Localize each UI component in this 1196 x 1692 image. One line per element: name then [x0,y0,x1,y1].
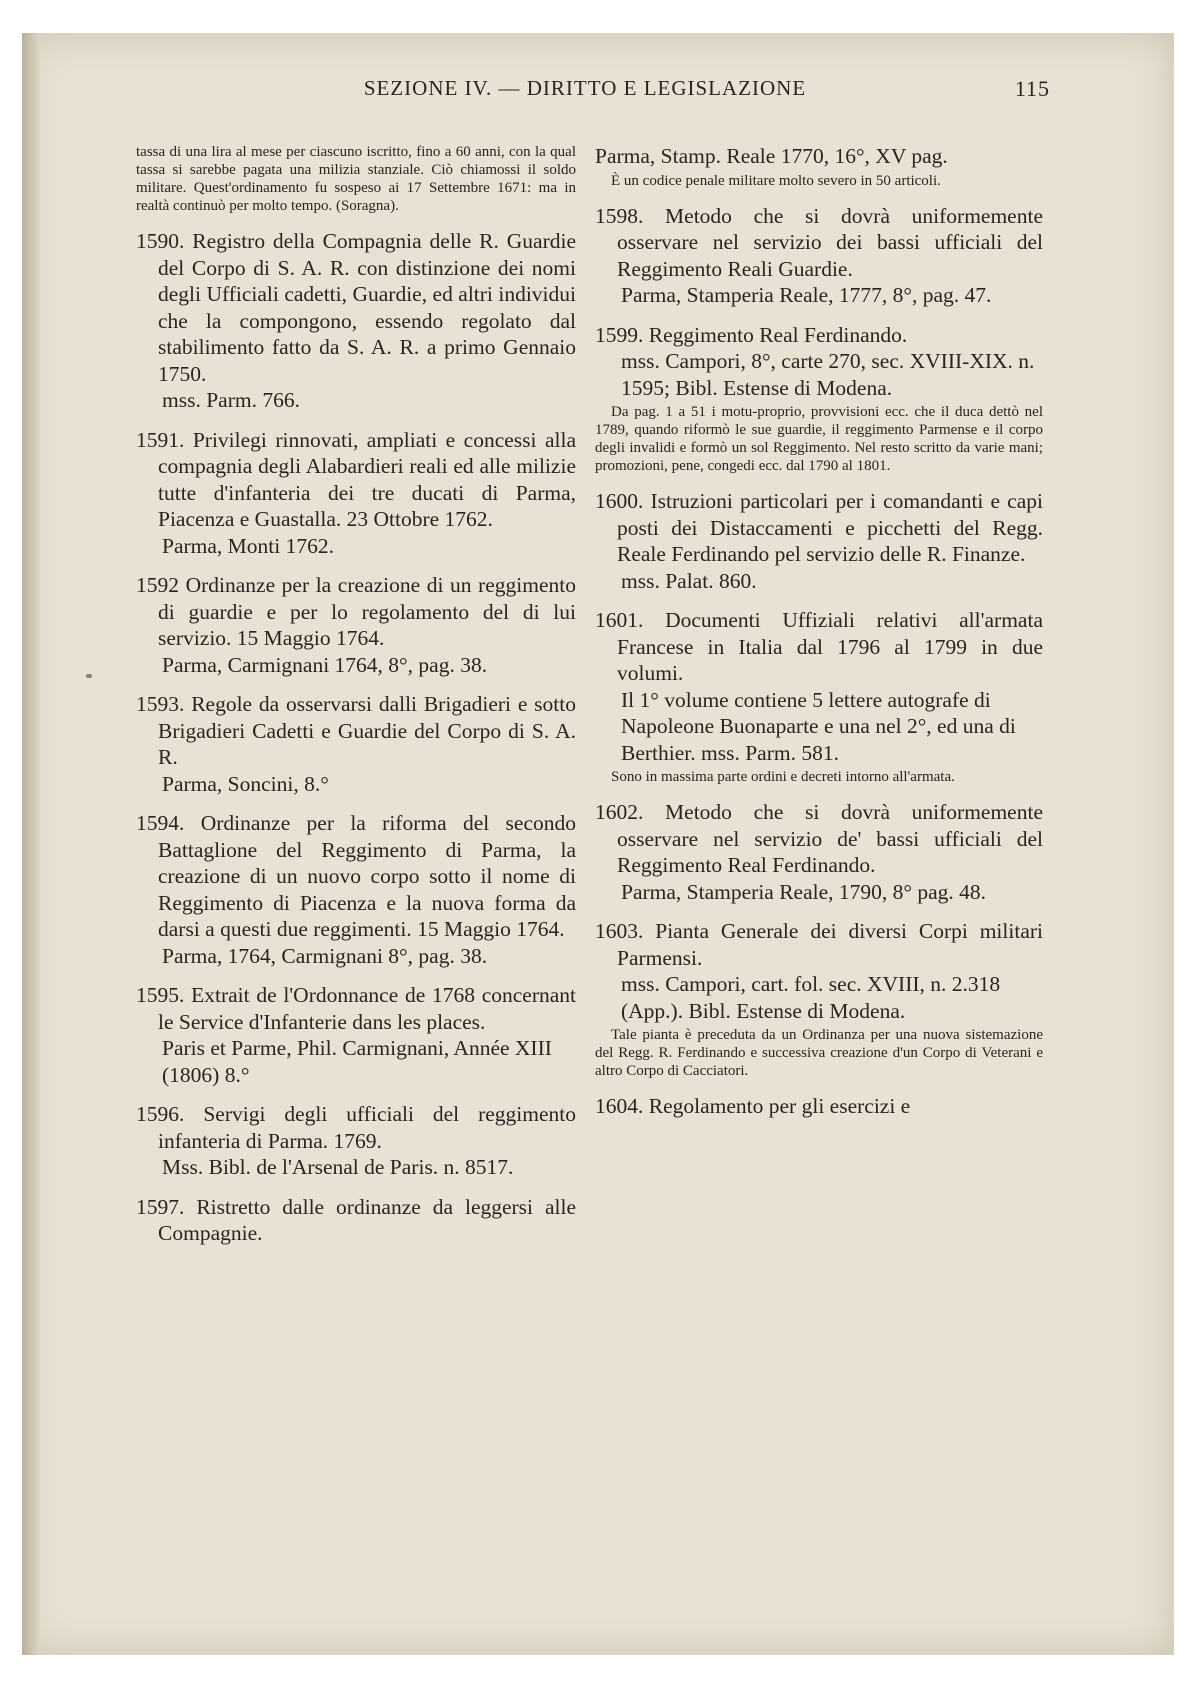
entry-title: 1595. Extrait de l'Ordonnance de 1768 concernant le Service d'Infanterie dans les places. [136,983,576,1034]
entry-title: 1596. Servigi degli ufficiali del reggimento infanteria di Parma. 1769. [136,1102,576,1153]
entry-note: Sono in massima parte ordini e decreti intorno all'armata. [611,769,955,785]
entry-1597 [136,1194,576,1247]
entry-publication: Parma, Carmignani 1764, 8°, pag. 38. [162,652,488,677]
entry-1594 [136,810,576,969]
entry-publication: Parma, Soncini, 8.° [162,771,329,796]
entry-1596 [136,1101,576,1181]
right-column [595,143,1043,1133]
entry-title: 1603. Pianta Generale dei diversi Corpi militari Parmensi. [595,919,1043,970]
entry-title: 1594. Ordinanze per la riforma del secondo Battaglione del Reggimento di Parma, la creazione di un nuovo corpo sotto il nome di Reggimento di Piacenza e la nuova forma da darsi a questi due reggimenti. 15 Maggio 1764. [136,811,576,941]
running-head [120,76,1050,106]
entry-1593 [136,691,576,797]
page-number: 115 [1014,76,1050,101]
entry-1591 [136,427,576,560]
entry-title: 1600. Istruzioni particolari per i comandanti e capi posti dei Distaccamenti e picchetti del Regg. Reale Ferdinando pel servizio delle R. Finanze. [595,489,1043,566]
ink-mark [86,674,92,678]
entry-publication: Parma, Stamperia Reale, 1790, 8° pag. 48. [621,879,987,904]
entry-publication: mss. Campori, 8°, carte 270, sec. XVIII-XIX. n. 1595; Bibl. Estense di Modena. [621,349,1035,400]
entry-1599 [595,322,1043,476]
continuation-entry [595,143,1043,190]
entry-1598 [595,203,1043,309]
page-binding-edge [22,33,40,1655]
left-column [136,143,576,1260]
entry-title: 1598. Metodo che si dovrà uniformemente osservare nel servizio dei bassi ufficiali del Reggimento Reali Guardie. [595,203,1043,281]
entry-title: 1597. Ristretto dalle ordinanze da leggersi alle Compagnie. [136,1194,576,1245]
section-title: SEZIONE IV. — DIRITTO E LEGISLAZIONE [363,76,807,100]
entry-note: Tale pianta è preceduta da un Ordinanza per una nuova sistemazione del Regg. R. Ferdinando e successiva creazione d'un Corpo di Veterani e altro Corpo di Cacciatori. [595,1027,1043,1079]
entry-title: 1590. Registro della Compagnia delle R. Guardie del Corpo di S. A. R. con distinzione dei nomi degli Ufficiali cadetti, Guardie, ed altri individui che la compongono, essendo regolato dal stabilimento fatto da S. A. R. a primo Gennaio 1750. [136,229,576,386]
entry-publication: Il 1° volume contiene 5 lettere autografe di Napoleone Buonaparte e una nel 2°, ed una di Berthier. mss. Parm. 581. [621,687,1016,765]
entry-note: Da pag. 1 a 51 i motu-proprio, provvisioni ecc. che il duca dettò nel 1789, quando riformò le sue guardie, il reggimento Parmense e il corpo degli invalidi e formò un sol Reggimento. Nel resto scritto da varie mani; promozioni, pene, congedi ecc. dal 1790 al 1801. [595,404,1043,474]
entry-1590 [136,228,576,414]
entry-publication: mss. Campori, cart. fol. sec. XVIII, n. 2.318 (App.). Bibl. Estense di Modena. [621,972,1001,1023]
continuation-annotation: È un codice penale militare molto severo in 50 articoli. [611,172,941,189]
entry-publication: mss. Palat. 860. [621,568,757,593]
entry-1600 [595,488,1043,594]
continuation-note [136,143,576,215]
entry-publication: Parma, 1764, Carmignani 8°, pag. 38. [162,943,488,968]
continuation-publication: Parma, Stamp. Reale 1770, 16°, XV pag. [595,144,948,168]
entry-1603 [595,918,1043,1080]
entry-publication: Paris et Parme, Phil. Carmignani, Année XIII (1806) 8.° [162,1036,552,1087]
entry-1595 [136,982,576,1088]
entry-1592 [136,572,576,678]
entry-title: 1591. Privilegi rinnovati, ampliati e concessi alla compagnia degli Alabardieri reali ed alle milizie tutte d'infanteria dei tre ducati di Parma, Piacenza e Guastalla. 23 Ottobre 1762. [136,427,576,531]
entry-publication: mss. Parm. 766. [162,388,300,412]
entry-publication: Parma, Monti 1762. [162,533,334,558]
entry-title: 1602. Metodo che si dovrà uniformemente osservare nel servizio de' bassi ufficiali del Reggimento Real Ferdinando. [595,800,1043,877]
entry-1602 [595,799,1043,905]
entry-1604 [595,1093,1043,1120]
entry-1601 [595,607,1043,786]
entry-title: 1593. Regole da osservarsi dalli Brigadieri e sotto Brigadieri Cadetti e Guardie del Corpo di S. A. R. [136,692,576,769]
continuation-text: tassa di una lira al mese per ciascuno iscritto, fino a 60 anni, con la qual tassa si sarebbe pagata una milizia stanziale. Ciò chiamossi il soldo militare. Quest'ordinamento fu sospeso ai 17 Settembre 1671: ma in realtà continuò per molto tempo. (Soragna). [136,144,576,214]
entry-publication: Parma, Stamperia Reale, 1777, 8°, pag. 47. [621,283,992,307]
entry-title: 1604. Regolamento per gli esercizi e [595,1094,911,1118]
entry-title: 1601. Documenti Uffiziali relativi all'armata Francese in Italia dal 1796 al 1799 in due volumi. [595,608,1043,685]
entry-title: 1592 Ordinanze per la creazione di un reggimento di guardie e per lo regolamento del di lui servizio. 15 Maggio 1764. [136,573,576,650]
entry-title: 1599. Reggimento Real Ferdinando. [595,322,908,347]
entry-publication: Mss. Bibl. de l'Arsenal de Paris. n. 8517. [162,1155,514,1179]
